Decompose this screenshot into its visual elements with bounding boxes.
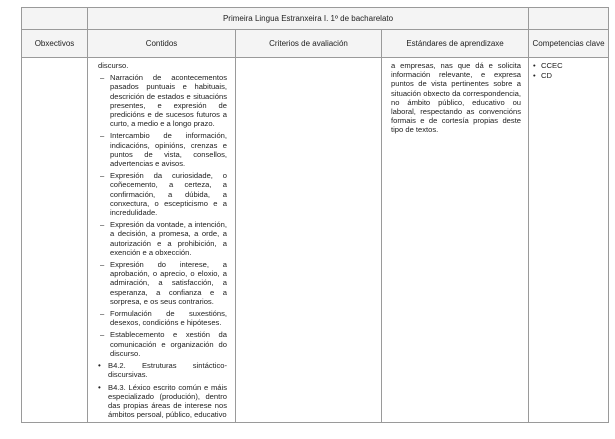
content-dash-item-marker: –: [100, 73, 105, 83]
content-dash-item: [98, 73, 227, 128]
content-dash-item-marker: –: [100, 260, 105, 270]
content-dash-item: [98, 260, 227, 306]
content-dash-item-text: Expresión da vontade, a intención, a decisión, a promesa, a orde, a autorización e a prohibición, a exención e a obxección.: [110, 220, 227, 257]
competence-item-marker: •: [533, 61, 536, 70]
content-bullet-item-text: B4.3. Léxico escrito común e máis especializado (produción), dentro das propias áreas de interese nos ámbitos persoal, público, educativo: [108, 382, 227, 420]
content-dash-item-text: Expresión da curiosidade, o coñecemento, a certeza, a confirmación, a dúbida, a conxectura, o escepticismo e a incredulidade.: [110, 171, 227, 218]
header-criteria: Criterios de avaliación: [236, 30, 382, 58]
dash-list: [98, 73, 227, 358]
content-dash-item-text: Establecemento e xestión da comunicación e organización do discurso.: [110, 330, 227, 358]
content-dash-item: [98, 309, 227, 327]
content-dash-item-marker: –: [100, 330, 105, 340]
content-dash-item-marker: –: [100, 131, 105, 141]
contents-list: [88, 58, 235, 419]
content-dash-item-marker: –: [100, 220, 105, 230]
column-header-row: [22, 30, 609, 58]
content-bullet-item: [98, 361, 227, 379]
content-dash-item-text: Expresión do interese, a aprobación, o aprecio, o eloxio, a admiración, a satisfacción, a esperanza, a confianza e a sorpresa, e os seus contrarios.: [110, 260, 227, 306]
criteria-cell: [236, 58, 382, 423]
competence-item-text: CCEC: [541, 61, 563, 70]
content-dash-item-text: Intercambio de información, indicacións, opinións, crenzas e puntos de vista, consellos, advertencias e avisos.: [110, 131, 227, 169]
competence-item-text: CD: [541, 71, 552, 80]
content-dash-item-marker: –: [100, 309, 105, 319]
content-dash-item: [98, 171, 227, 217]
header-competences: Competencias clave: [529, 30, 609, 58]
competence-item: [533, 71, 608, 81]
content-dash-item-text: Formulación de suxestións, desexos, condicións e hipóteses.: [110, 309, 227, 328]
content-bullet-item-marker: •: [98, 361, 101, 371]
corner-cell: [22, 8, 88, 30]
header-contents: Contidos: [88, 30, 236, 58]
content-bullet-item-text: B4.2. Estruturas sintáctico-discursivas.: [108, 361, 227, 380]
content-dash-item: [98, 131, 227, 168]
competences-cell: [529, 58, 609, 423]
content-dash-item: [98, 220, 227, 257]
contents-continuation: discurso.: [98, 61, 129, 70]
content-bullet-item-marker: •: [98, 382, 101, 392]
curriculum-table: [21, 7, 609, 423]
competence-item-marker: •: [533, 71, 536, 80]
standards-cell: [382, 58, 529, 423]
bullet-list: [98, 361, 227, 419]
competence-item: [533, 61, 608, 71]
title-row: [22, 8, 609, 30]
content-dash-item-text: Narración de acontecementos pasados puntuais e habituais, descrición de estados e situacións presentes, e expresión de predicións e de sucesos futuros a curto, a medio e a longo prazo.: [110, 73, 227, 129]
content-bullet-item: [98, 383, 227, 420]
header-standards: Estándares de aprendizaxe: [382, 30, 529, 58]
content-dash-item-marker: –: [100, 171, 105, 181]
standards-text: a empresas, nas que dá e solicita información relevante, e expresa puntos de vista pertinentes sobre a situación obxecto da correspondencia, no ámbito público, educativo ou laboral, respectando as convencións formais e de cortesía propias deste tipo de textos.: [391, 61, 522, 135]
header-objectives: Obxectivos: [22, 30, 88, 58]
competences-list: [529, 58, 608, 81]
content-dash-item: [98, 330, 227, 358]
objectives-cell: [22, 58, 88, 423]
contents-cell: [88, 58, 236, 423]
content-row: [22, 58, 609, 423]
title-right-cell: [529, 8, 609, 30]
table-title: Primeira Lingua Estranxeira I. 1º de bacharelato: [88, 8, 529, 30]
